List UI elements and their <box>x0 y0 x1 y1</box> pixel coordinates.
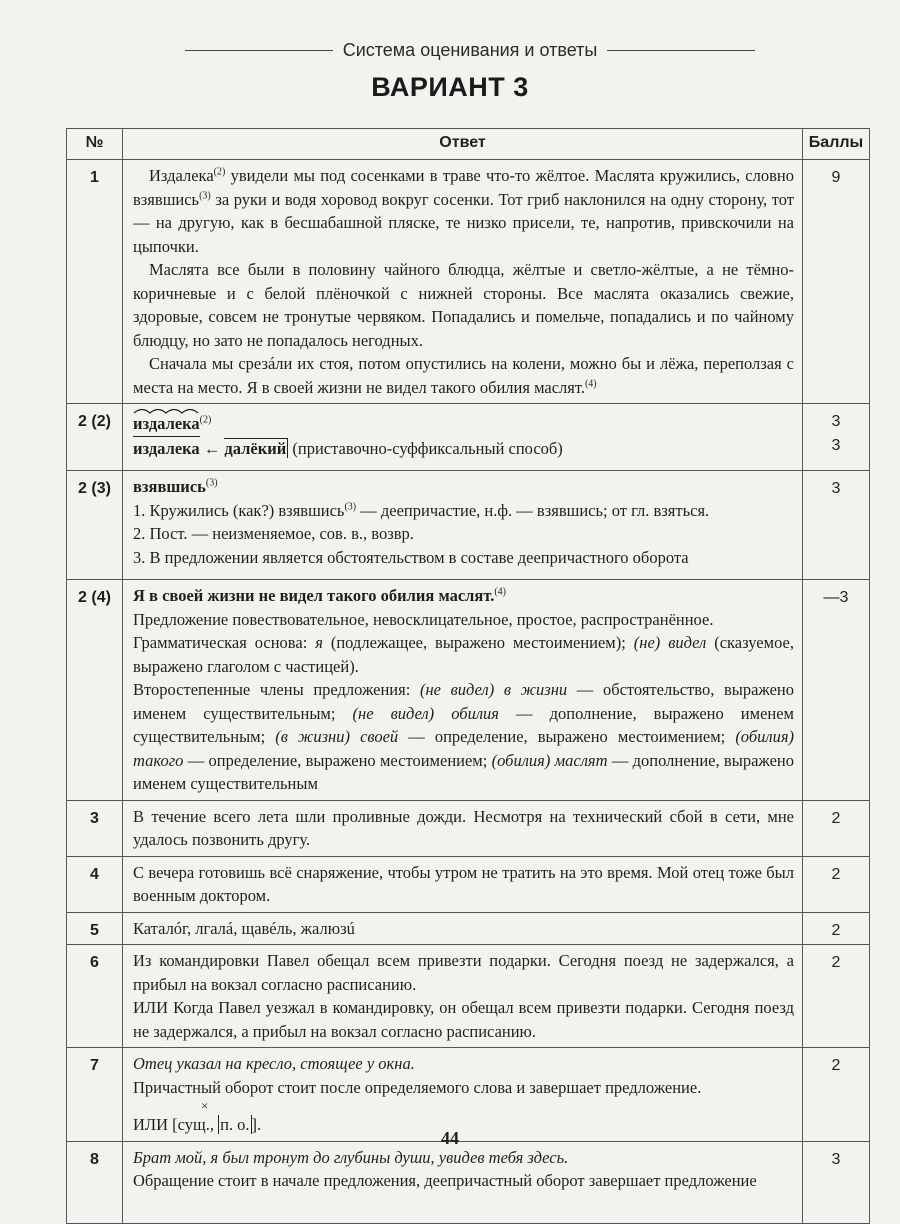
answer-text: (сказуемое, выражено глаголом с частицей). <box>133 633 794 676</box>
arrow-icon: ← <box>199 438 225 458</box>
answer-cell <box>123 945 803 1048</box>
table-row <box>67 471 870 580</box>
answer-text: Издалека <box>149 166 214 185</box>
answer-line: ИЛИ Когда Павел уезжал в командировку, он обещал всем привезти подарки. Сегодня поезд не задержался, а прибыл на вокзал согласно расписанию. <box>133 998 794 1041</box>
points: 2 <box>803 1048 870 1142</box>
footnote-mark: (3) <box>205 477 218 489</box>
points: 2 <box>803 856 870 912</box>
task-number: 1 <box>67 160 123 404</box>
participle-phrase-mark: п. о. <box>220 1115 250 1134</box>
answer-paragraph <box>133 352 794 399</box>
answer-text: Я в своей жизни не видел такого обилия маслят. <box>133 586 495 605</box>
task-number: 4 <box>67 856 123 912</box>
answer-cell: Каталóг, лгалá, щавéль, жалюзú <box>123 912 803 945</box>
answers-table <box>66 128 870 1224</box>
table-row <box>67 945 870 1048</box>
answer-text: — деепричастие, н.ф. — взявшись; от гл. взяться. <box>356 500 710 520</box>
table-row <box>67 800 870 856</box>
header-rule-right <box>607 50 755 51</box>
answer-line: 2. Пост. — неизменяемое, сов. в., возвр. <box>133 524 414 543</box>
table-row <box>67 160 870 404</box>
answer-text: — определение, выражено местоимением; <box>183 750 492 770</box>
points: 2 <box>803 945 870 1048</box>
answer-cell <box>123 1048 803 1142</box>
answer-text: Грамматическая основа: <box>133 633 316 652</box>
header-answer: Ответ <box>123 129 803 160</box>
points: 3 <box>803 471 870 580</box>
points: 2 <box>803 800 870 856</box>
table-row <box>67 404 870 471</box>
answer-cell <box>123 404 803 471</box>
task-number: 6 <box>67 945 123 1048</box>
answer-line <box>133 437 794 461</box>
footnote-mark: (3) <box>199 190 211 201</box>
table-row <box>67 1141 870 1223</box>
answer-text: ИЛИ [сущ., <box>133 1115 219 1134</box>
answer-cell <box>123 580 803 801</box>
table-row <box>67 856 870 912</box>
footnote-mark: (3) <box>344 501 357 512</box>
footnote-mark: (2) <box>199 414 212 426</box>
answer-text: — обстоятельство, выражено именем существительным; <box>133 680 795 723</box>
answer-text: издалека <box>133 414 200 433</box>
answer-text: (в жизни) своей <box>275 727 399 746</box>
points: 9 <box>803 160 870 404</box>
answer-cell <box>123 160 803 404</box>
answer-line <box>133 584 794 608</box>
answer-line: Из командировки Павел обещал всем привезти подарки. Сегодня поезд не задержался, а прибыл на вокзал согласно расписанию. <box>133 951 794 994</box>
page-number: 44 <box>441 1128 459 1148</box>
variant-title: ВАРИАНТ 3 <box>371 72 529 102</box>
answer-line: 3. В предложении является обстоятельством в составе деепричастного оборота <box>133 547 689 567</box>
task-number: 7 <box>67 1048 123 1142</box>
table-row <box>67 1048 870 1142</box>
footnote-mark: (4) <box>494 586 506 598</box>
answer-text: (подлежащее, выражено местоимением); <box>322 633 634 652</box>
answer-line <box>133 499 794 523</box>
points <box>803 404 870 471</box>
points: 3 <box>803 1141 870 1223</box>
answer-paragraph: Маслята все были в половину чайного блюдца, жёлтые и светло-жёлтые, а не тёмно-коричневые и с белой плёночкой с нижней стороны. Все маслята оказались свежие, здоровые, совсем не тронутые червяком. Попадались и помельче, попадались и по чайному блюдцу, но зато не попадалось негодных. <box>133 260 794 350</box>
footnote-mark: (4) <box>584 378 597 389</box>
answer-line <box>133 631 794 678</box>
answer-line: Причастный оборот стоит после определяемого слова и завершает предложение. <box>133 1077 702 1097</box>
answer-text: (обилия) такого <box>133 727 794 770</box>
header-rule-left <box>185 50 333 51</box>
answer-text: (не видел) в жизни <box>419 680 568 699</box>
header-num: № <box>67 129 123 160</box>
morpheme-marked-word <box>133 412 200 437</box>
answer-text: — определение, выражено местоимением; <box>398 727 736 746</box>
answer-cell: С вечера готовишь всё снаряжение, чтобы утром не тратить на это время. Мой отец тоже был военным доктором. <box>123 856 803 912</box>
answer-cell: В течение всего лета шли проливные дожди. Несмотря на технический сбой в сети, мне удалось позвонить другу. <box>123 800 803 856</box>
cross-mark-icon: × <box>201 1098 209 1113</box>
answer-text: (не видел) обилия <box>352 703 499 723</box>
answer-text: Второстепенные члены предложения: <box>133 680 420 699</box>
section-title: Система оценивания и ответы <box>342 39 598 60</box>
points: 2 <box>803 912 870 945</box>
answer-paragraph <box>133 164 794 258</box>
answer-text: я <box>315 633 323 652</box>
points-value: 3 <box>831 413 841 430</box>
table-header-row <box>67 129 870 160</box>
task-number: 8 <box>67 1141 123 1223</box>
answer-cell <box>123 471 803 580</box>
answer-line: Предложение повествовательное, невосклицательное, простое, распространённое. <box>133 609 714 629</box>
points-value: 3 <box>831 436 841 454</box>
answer-line: Обращение стоит в начале предложения, деепричастный оборот завершает предложение <box>133 1171 757 1190</box>
task-number: 2 (3) <box>67 471 123 580</box>
table-row <box>67 580 870 801</box>
answer-text: увидели мы под сосенками в траве что-то жёлтое. Маслята кружились, словно взявшись <box>133 166 794 209</box>
answer-text: взявшись <box>133 477 206 496</box>
header-points: Баллы <box>803 129 870 160</box>
answer-text: (не) видел <box>633 633 707 652</box>
answer-text: издалека <box>133 438 200 458</box>
task-number: 2 (2) <box>67 404 123 471</box>
answer-text: — дополнение, выражено именем существительным <box>133 750 794 793</box>
answer-text: ]. <box>251 1115 262 1134</box>
section-header <box>185 38 755 62</box>
task-number: 3 <box>67 800 123 856</box>
task-number: 5 <box>67 912 123 945</box>
answer-line <box>133 475 794 499</box>
answer-line: Брат мой, я был тронут до глубины души, увидев тебя здесь. <box>133 1147 569 1167</box>
answer-text: за руки и водя хоровод вокруг сосенки. Тот гриб наклонился на одну сторону, тот — на другую, как в бесшабашной пляске, те низко присели, те, напротив, привскочили на цыпочки. <box>133 189 794 256</box>
answer-line <box>133 408 794 437</box>
answer-text: 1. Кружились (как?) взявшись <box>133 500 345 520</box>
answer-text: (обилия) маслят <box>491 750 608 770</box>
answer-text: (приставочно-суффиксальный способ) <box>288 438 563 458</box>
points: —3 <box>803 580 870 801</box>
answer-line: Отец указал на кресло, стоящее у окна. <box>133 1054 415 1073</box>
prefix-arc-icon <box>133 406 205 414</box>
answer-text: — дополнение, выражено именем существительным; <box>133 703 794 746</box>
footnote-mark: (2) <box>213 166 226 178</box>
answer-text: Сначала мы срезáли их стоя, потом опустились на колени, можно бы и лёжа, переползая с места на место. Я в своей жизни не видел такого обилия маслят. <box>133 354 794 397</box>
answer-line <box>133 678 794 796</box>
answer-cell <box>123 1141 803 1223</box>
base-word: далёкий <box>224 438 287 458</box>
table-row <box>67 912 870 945</box>
task-number: 2 (4) <box>67 580 123 801</box>
